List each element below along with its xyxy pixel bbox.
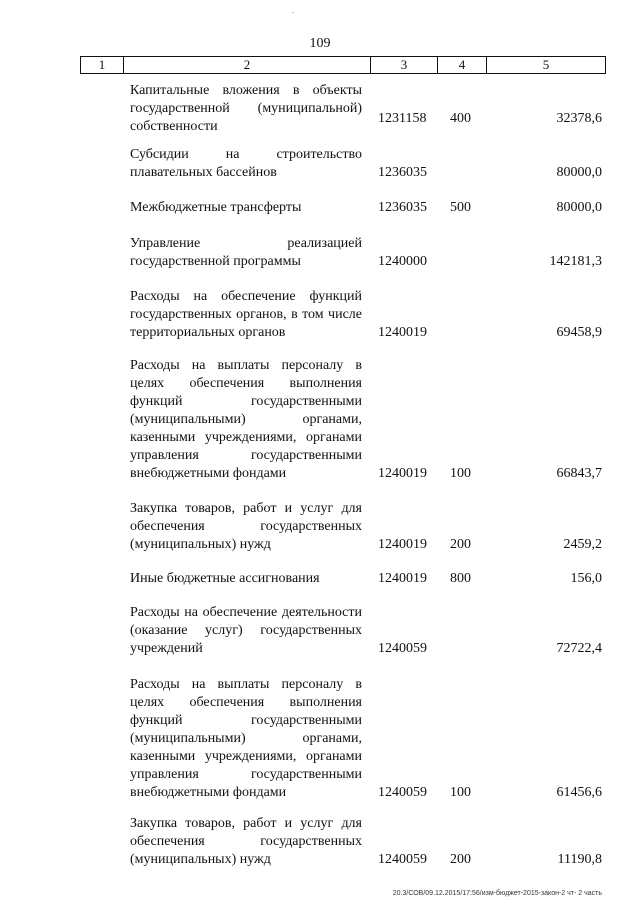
row-name: Иные бюджетные ассигнования: [130, 571, 320, 586]
row-vr: 100: [450, 466, 471, 481]
row-amount: 32378,6: [556, 111, 602, 126]
row-name: Капитальные вложения в объекты государственной (муниципальной) собственности: [130, 83, 362, 134]
row-name: Управление реализацией государственной программы: [130, 236, 362, 269]
row-code: 1240000: [378, 254, 427, 269]
row-code: 1240019: [378, 537, 427, 552]
row-amount: 80000,0: [556, 200, 602, 215]
row-amount: 61456,6: [556, 785, 602, 800]
row-vr: 400: [450, 111, 471, 126]
row-name: Расходы на обеспечение функций государственных органов, в том числе территориальных органов: [130, 289, 362, 340]
row-amount: 66843,7: [556, 466, 602, 481]
row-amount: 156,0: [570, 571, 602, 586]
header-col-3: 3: [371, 57, 438, 73]
scan-dot: .: [292, 6, 294, 15]
row-amount: 142181,3: [549, 254, 602, 269]
row-amount: 80000,0: [556, 165, 602, 180]
row-vr: 200: [450, 537, 471, 552]
row-code: 1240059: [378, 641, 427, 656]
row-code: 1240019: [378, 571, 427, 586]
row-name: Расходы на выплаты персоналу в целях обеспечения выполнения функций государственными (муниципальными) органами, казенными учреждениями, органами управления государственными внебюджетными фондами: [130, 677, 362, 800]
row-code: 1240019: [378, 466, 427, 481]
row-amount: 72722,4: [556, 641, 602, 656]
row-code: 1240059: [378, 852, 427, 867]
row-vr: 500: [450, 200, 471, 215]
row-code: 1236035: [378, 200, 427, 215]
header-col-2: 2: [124, 57, 371, 73]
row-name: Субсидии на строительство плавательных бассейнов: [130, 147, 362, 180]
row-vr: 200: [450, 852, 471, 867]
row-code: 1236035: [378, 165, 427, 180]
row-name: Расходы на обеспечение деятельности (оказание услуг) государственных учреждений: [130, 605, 362, 656]
row-amount: 2459,2: [563, 537, 602, 552]
page-number: 109: [309, 36, 331, 51]
row-vr: 800: [450, 571, 471, 586]
document-footer: 20.3/СОВ/09.12.2015/17:56/изм-бюджет-2015-закон-2 чт- 2 часть: [392, 890, 602, 897]
row-name: Расходы на выплаты персоналу в целях обеспечения выполнения функций государственными (муниципальными) органами, казенными учреждениями, органами управления государственными внебюджетными фондами: [130, 358, 362, 481]
row-name: Закупка товаров, работ и услуг для обеспечения государственных (муниципальных) нужд: [130, 501, 362, 552]
row-amount: 69458,9: [556, 325, 602, 340]
row-name: Межбюджетные трансферты: [130, 200, 302, 215]
row-name: Закупка товаров, работ и услуг для обеспечения государственных (муниципальных) нужд: [130, 816, 362, 867]
header-col-4: 4: [438, 57, 487, 73]
row-vr: 100: [450, 785, 471, 800]
row-code: 1240059: [378, 785, 427, 800]
row-code: 1231158: [378, 111, 427, 126]
header-col-1: 1: [81, 57, 124, 73]
row-code: 1240019: [378, 325, 427, 340]
row-amount: 11190,8: [557, 852, 602, 867]
header-col-5: 5: [542, 57, 550, 72]
